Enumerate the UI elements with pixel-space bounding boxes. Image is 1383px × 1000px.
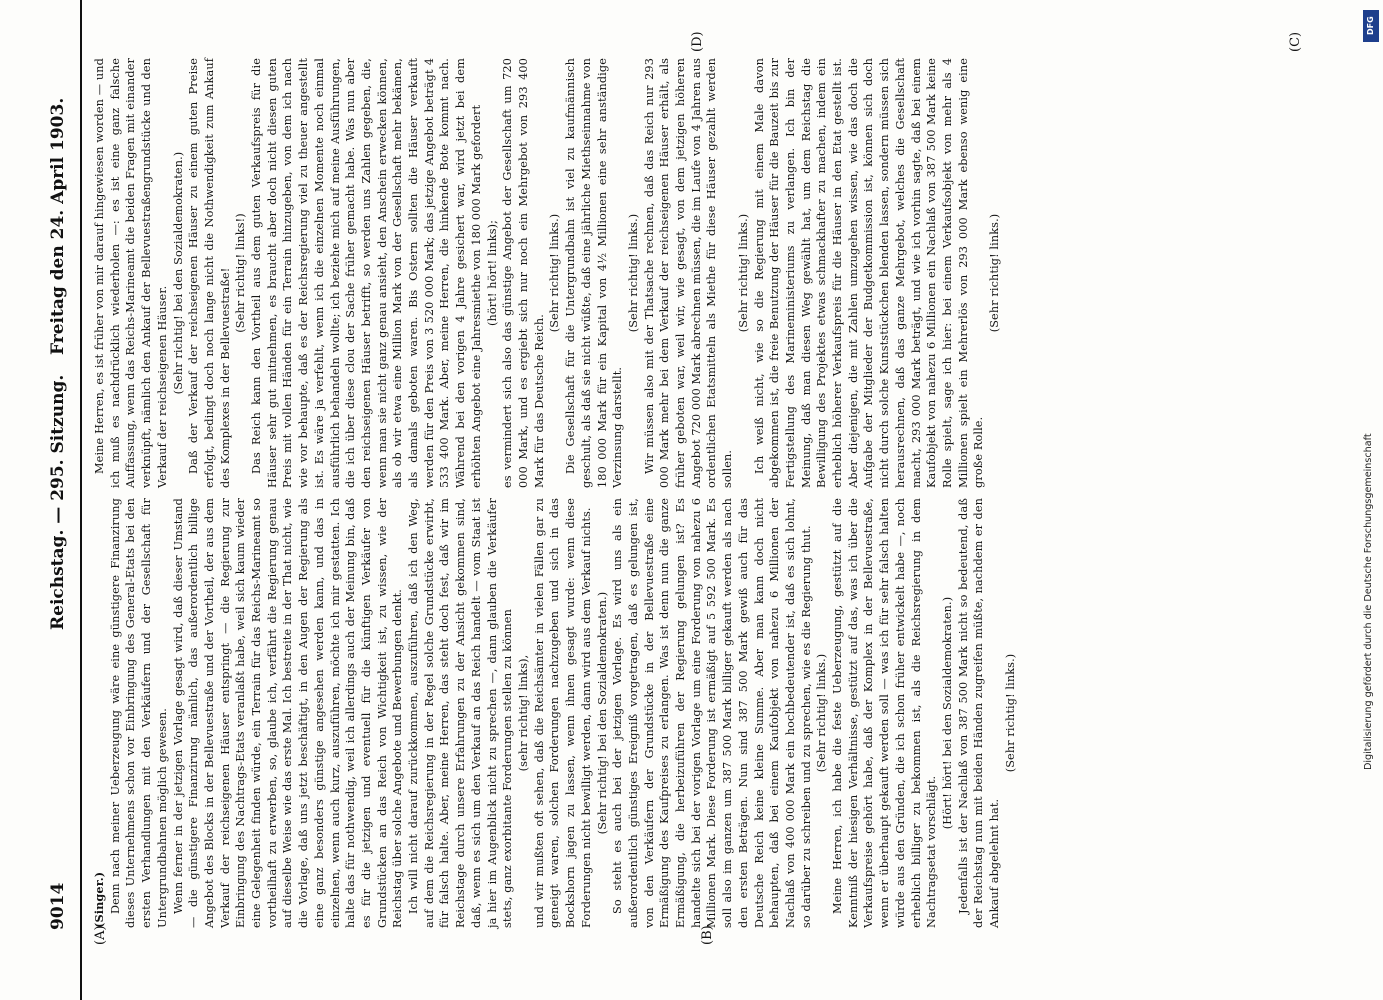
interjection: (Sehr richtig! links!) (234, 213, 248, 333)
left-text-column (92, 498, 1018, 928)
margin-mark-a: (A) (93, 925, 108, 945)
interjection: (Sehr richtig! links.) (736, 213, 750, 333)
interjection: (Sehr richtig! links.) (626, 213, 640, 333)
interjection: (Hört! hört! bei den Sozialdemokraten.) (940, 596, 954, 830)
right-text-column (92, 58, 1003, 488)
paragraph: Die Gesellschaft für die Untergrundbahn ist viel zu kaufmännisch geschult, als daß sie nicht wüßte, daß eine jährliche Miethseinnahme von 180 000 Mark für ein Kapital von 4½ Millionen eine sehr anständige Verzinsung darstellt. (564, 58, 625, 488)
speaker-name: (Singer.) (92, 871, 106, 928)
paragraph: es vermindert sich also das günstige Angebot der Gesellschaft um 720 000 Mark, und es ergiebt sich nur noch ein Mehrgebot von 293 400 Mark für das Deutsche Reich. (501, 58, 546, 488)
session-title: Reichstag. — 295. Sitzung. (48, 374, 68, 630)
digitization-credit (1363, 10, 1379, 770)
page-number: 9014 (48, 882, 68, 930)
paragraph: Denn nach meiner Ueberzeugung wäre eine günstigere Finanzirung dieses Unternehmens schon vor Einbringung des General-Etats bei den ersten Verhandlungen mit den Verkäufern und der Gesellschaft für Untergrundbahnen möglich gewesen. (108, 498, 169, 928)
paragraph: Jedenfalls ist der Nachlaß von 387 500 Mark nicht so bedeutend, daß der Reichstag nun mit beiden Händen zugreifen müßte, nachdem er den Ankauf abgelehnt hat. (956, 498, 1002, 928)
credit-text: Digitalisierung gefördert durch die Deutsche Forschungsgemeinschaft (1363, 433, 1374, 770)
interjection: (Sehr richtig! bei den Sozialdemokraten.) (171, 151, 185, 395)
interjection: (sehr richtig! links), (516, 654, 530, 772)
margin-mark-c: (C) (1288, 31, 1303, 52)
interjection: (Sehr richtig! links.) (548, 213, 562, 333)
paragraph: Daß der Verkauf der reichseigenen Häuser zu einem guten Preise erfolgt, bedingt doch noch lange nicht die Nothwendigkeit zum Ankauf des Komplexes in der Bellevuestraße! (187, 58, 232, 488)
paragraph: So steht es auch bei der jetzigen Vorlage. Es wird uns als ein außerordentlich günstiges Ereigniß vorgetragen, daß es gelungen ist, von den Verkäufern der Grundstücke in der Bellevuestraße eine Ermäßigung des Kaufpreises zu erlangen. Was ist denn nun die ganze Ermäßigung, die herbeizuführen der Regierung gelungen ist? Es handelte sich bei der vorigen Vorlage um eine Forderung von nahezu 6 Millionen Mark. Diese Forderung ist ermäßigt auf 5 592 500 Mark. Es soll also im ganzen um 387 500 Mark billiger gekauft werden als nach den ersten Beträgen. Nun sind 387 500 Mark gewiß auch für das Deutsche Reich keine kleine Summe. Aber man kann doch nicht behaupten, daß bei einem Kaufobjekt von nahezu 6 Millionen der Nachlaß von 400 000 Mark ein hochbedeutender ist, daß es sich lohnt, so darüber zu schreiben und zu sprechen, wie es die Regierung thut. (611, 498, 813, 928)
paragraph: Wir müssen also mit der Thatsache rechnen, daß das Reich nur 293 000 Mark mehr bei dem Verkauf der reichseigenen Häuser erhält, als früher geboten war, weil wir, wie gesagt, von dem jetzigen höheren Angebot 720 000 Mark abrechnen müssen, die im Laufe von 4 Jahren aus ordentlichen Etatsmitteln als Miethe für diese Häuser gezahlt werden sollen. (642, 58, 735, 488)
margin-mark-b: (B) (700, 925, 715, 945)
running-header (48, 0, 78, 1000)
margin-mark-d: (D) (690, 31, 705, 52)
paragraph: Das Reich kann den Vortheil aus dem guten Verkaufspreis für die Häuser sehr gut mitnehmen, es braucht aber doch nicht diesen guten Preis mit vollen Händen für ein Terrain hinzugeben, von dem ich nach wie vor behaupte, daß es der Reichsregierung viel zu theuer angestellt ist. Es wäre ja verfehlt, wenn ich die einzelnen Momente noch einmal ausführlich behandeln wollte; ich beziehe mich auf meine Ausführungen, die ich über diese clou der Sache früher gemacht habe. Was nun aber den reichseigenen Häuser betrifft, so werden uns Zahlen gegeben, die, wenn man sie nicht ganz genau ansieht, den Anschein erwecken können, als ob wir etwa eine Million Mark von der Gesellschaft mehr bekämen, als damals geboten waren. Bis Ostern sollten die Häuser verkauft werden für den Preis von 3 520 000 Mark; das jetzige Angebot beträgt 4 533 400 Mark. Aber, meine Herren, die hinkende Bote kommt nach. Während bei den vorigen 4 Jahre gesichert war, wird jetzt bei dem erhöhten Angebot eine Jahresmiethe von 180 000 Mark gefordert (250, 58, 483, 488)
interjection: (hört! hört! links); (485, 219, 499, 327)
paragraph: Meine Herren, es ist früher von mir darauf hingewiesen worden — und ich muß es nachdrücklich wiederholen —: es ist eine ganz falsche Auffassung, wenn das Reichs-Marineamt die beiden Fragen mit einander verknüpft, nämlich den Ankauf der Bellevuestraßengrundstücke und den Verkauf der reichseigenen Häuser. (93, 58, 169, 488)
paragraph: Ich weiß nicht, wie so die Regierung mit einem Male davon abgekommen ist, die freie Benutzung der Häuser für die Bauzeit bis zur Fertigstellung des Marineministeriums zu verlangen. Ich bin der Meinung, daß man diesen Weg gewählt hat, um dem Reichstag die Bewilligung des Projektes etwas schmackhafter zu machen, indem ein erheblich höherer Verkaufspreis für die Häuser in den Etat gestellt ist. Aber diejenigen, die mit Zahlen umzugehen wissen, wie das doch die Aufgabe der Mitglieder der Budgetkommission ist, können sich doch nicht durch solche Kunststückchen blenden lassen, sondern müssen sich herausrechnen, daß das ganze Mehrgebot, welches die Gesellschaft macht, 293 000 Mark beträgt, und wie ich vorhin sagte, daß bei einem Kaufobjekt von nahezu 6 Millionen ein Nachlaß von 387 500 Mark keine Rolle spielt, sage ich hier: bei einem Verkaufsobjekt von mehr als 4 Millionen spielt ein Mehrerlös von 293 000 Mark ebenso wenig eine große Rolle. (752, 58, 986, 488)
paragraph: Meine Herren, ich habe die feste Ueberzeugung, gestützt auf die Kenntniß der hiesigen Verhältnisse, gestützt auf das, was ich über die Verkaufspreise gehört habe, daß der Komplex in der Bellevuestraße, wenn er überhaupt gekauft werden soll — was ich für sehr falsch halten würde aus den Gründen, die ich schon früher entwickelt habe —, noch erheblich billiger zu bekommen ist, als die Reichsregierung in dem Nachtragsetat vorschlägt. (831, 498, 939, 928)
paragraph: Ich will nicht darauf zurückkommen, auszuführen, daß ich den Weg, auf dem die Reichsregierung in der Regel solche Grundstücke erwirbt, für falsch halte. Aber, meine Herren, das steht doch fest, daß wir im Reichstage durch unsere Erfahrungen zu der Ansicht gekommen sind, daß, wenn es sich um den Verkauf an das Reich handelt — vom Staat ist ja hier im Augenblick nicht zu sprechen —, dann glauben die Verkäufer stets, ganz exorbitante Forderungen stellen zu können (407, 498, 515, 928)
interjection: (Sehr richtig! links.) (1003, 653, 1017, 773)
session-date: Freitag den 24. April 1903. (48, 97, 68, 355)
interjection: (Sehr richtig! bei den Sozialdemokraten.) (595, 591, 609, 835)
paragraph: Wenn ferner in der jetzigen Vorlage gesagt wird, daß dieser Umstand — die günstigere Finanzirung nämlich, das außerordentlich billige Angebot des Blocks in der Bellevuestraße und der Vortheil, der aus dem Verkauf der reichseigenen Häuser entspringt — die Regierung zur Einbringung des Nachtrags-Etats veranlaßt habe, weil sich kaum wieder eine Gelegenheit finden würde, ein Terrain für das Reichs-Marineamt so vortheilhaft zu erwerben, so, glaube ich, verfährt die Regierung genau auf dieselbe Weise wie das erste Mal. Ich bestreite in der That nicht, wie die Vorlage, daß uns jetzt beschäftigt, in den Augen der Regierung als eine ganz besonders günstige angesehen werden kann, und das in einzelnen, wenn auch kurz, auszuführen, möchte ich mir gestatten. Ich halte das für nothwendig, weil ich allerdings auch der Meinung bin, daß es für die jetzigen und eventuell für die künftigen Verkäufer von Grundstücken an das Reich von Wichtigkeit ist, zu wissen, wie der Reichstag über solche Angebote und Bewerbungen denkt. (171, 498, 405, 928)
header-rule (80, 0, 82, 1000)
paragraph: und wir mußten oft sehen, daß die Reichsämter in vielen Fällen gar zu geneigt waren, solchen Forderungen nachzugeben und sich in das Bockshorn jagen zu lassen, wenn ihnen gesagt wurde: wenn diese Forderungen nicht bewilligt werden, dann wird aus dem Verkauf nichts. (532, 498, 593, 928)
interjection: (Sehr richtig! links.) (815, 653, 829, 773)
dfg-logo: DFG (1363, 10, 1379, 42)
interjection: (Sehr richtig! links.) (988, 213, 1002, 333)
